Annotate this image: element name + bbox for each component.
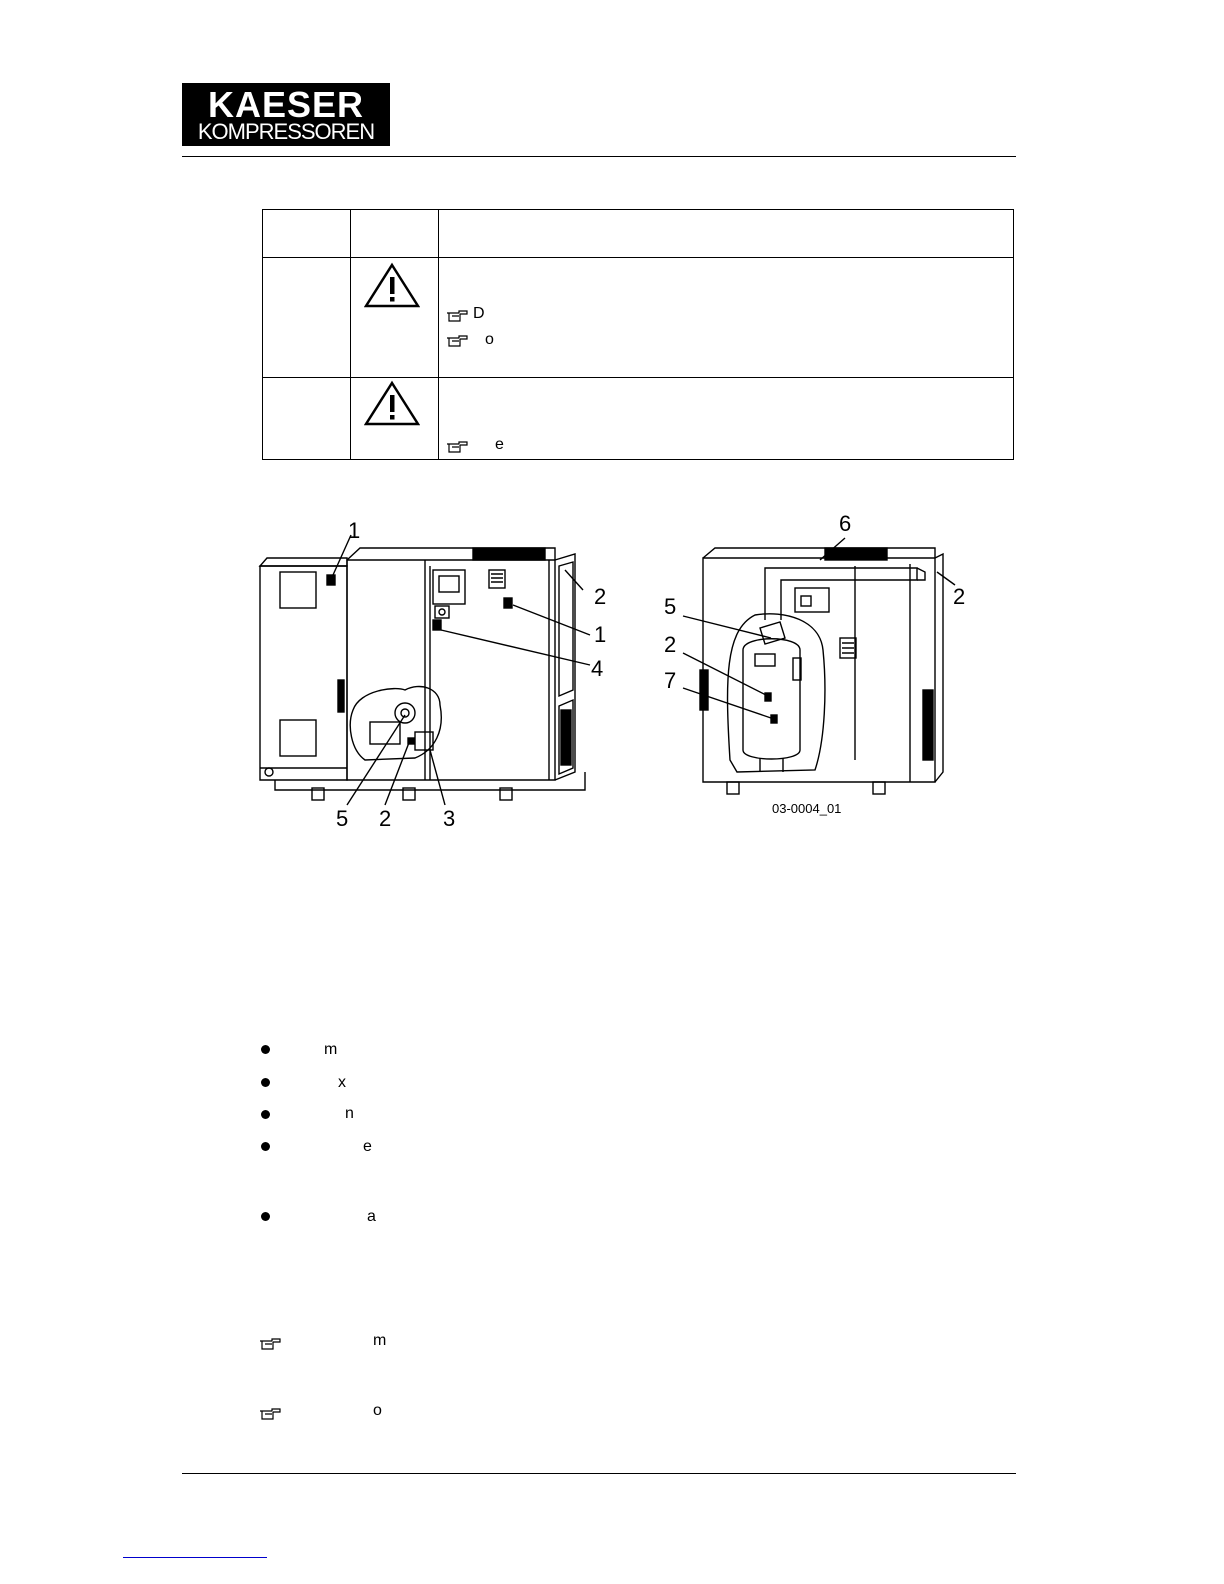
warning-triangle-icon [364, 262, 420, 308]
bullet-dot [261, 1045, 270, 1054]
bullet-text: a [367, 1208, 376, 1225]
kaeser-logo [182, 83, 390, 146]
table-row-divider [263, 257, 1013, 258]
table-col-divider [438, 210, 439, 459]
pointing-hand-icon [259, 1407, 281, 1421]
callout-label: 5 [336, 806, 349, 831]
footer-link-underline[interactable] [123, 1557, 267, 1558]
callout-label: 4 [591, 656, 604, 681]
compressor-figure [255, 510, 995, 830]
callout-label: 2 [664, 632, 677, 657]
bullet-text: x [338, 1074, 346, 1091]
bullet-dot [261, 1110, 270, 1119]
table-item-text: o [485, 331, 494, 348]
table-item-text: e [495, 436, 504, 453]
bullet-dot [261, 1078, 270, 1087]
bullet-text: e [363, 1138, 372, 1155]
bullet-dot [261, 1212, 270, 1221]
bullet-text: m [324, 1041, 338, 1058]
table-row-divider [263, 377, 1013, 378]
logo-line-1: KAESER [207, 84, 365, 125]
instruction-text: o [373, 1402, 382, 1419]
callout-label: 3 [443, 806, 456, 831]
warning-table [262, 209, 1014, 460]
callout-label: 2 [379, 806, 392, 831]
callout-label: 6 [839, 511, 852, 536]
bullet-text: n [345, 1105, 354, 1122]
table-col-divider [350, 210, 351, 459]
bullet-dot [261, 1142, 270, 1151]
logo-line-2: KOMPRESSOREN [197, 119, 375, 144]
callout-label: 1 [594, 622, 607, 647]
footer-rule [182, 1473, 1016, 1474]
warning-triangle-icon [364, 380, 420, 426]
pointing-hand-icon [446, 334, 468, 348]
pointing-hand-icon [259, 1337, 281, 1351]
header-rule [182, 156, 1016, 157]
callout-label: 5 [664, 594, 677, 619]
callout-label: 7 [664, 668, 677, 693]
pointing-hand-icon [446, 309, 468, 323]
table-item-text: D [473, 305, 485, 322]
instruction-text: m [373, 1332, 387, 1349]
callout-label: 2 [953, 584, 966, 609]
pointing-hand-icon [446, 440, 468, 454]
callout-label: 2 [594, 584, 607, 609]
callout-label: 1 [348, 518, 361, 543]
compressor-drawing [255, 510, 995, 830]
figure-code: 03-0004_01 [772, 801, 842, 816]
